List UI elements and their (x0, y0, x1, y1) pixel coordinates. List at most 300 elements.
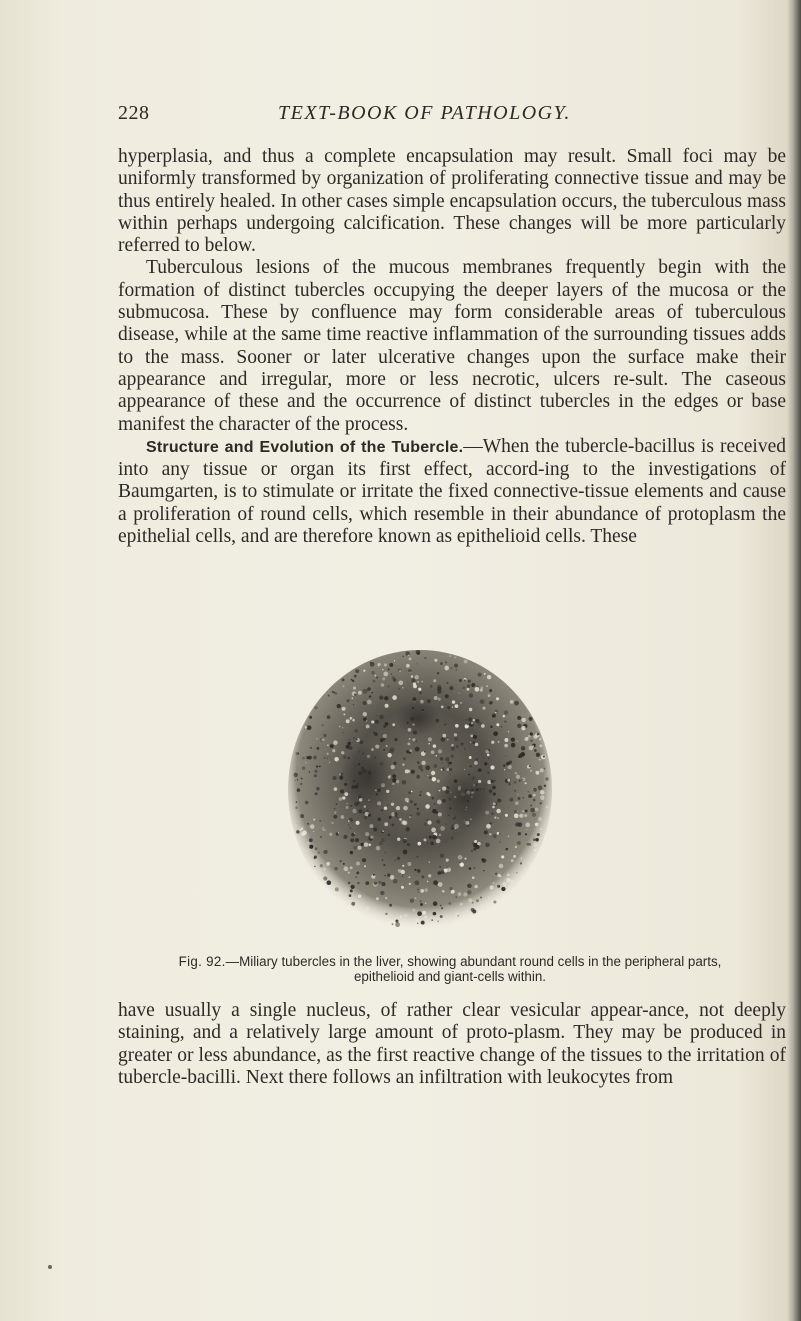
cell-dot (309, 716, 312, 719)
cell-dot (447, 761, 450, 764)
cell-dot (451, 827, 454, 830)
cell-dot (389, 904, 392, 907)
cell-dot (327, 757, 328, 758)
cell-dot (474, 867, 476, 869)
cell-dot (454, 657, 456, 659)
cell-dot (492, 714, 496, 718)
cell-dot (445, 841, 446, 842)
cell-dot (339, 726, 341, 728)
paragraph-mucous-membranes: Tuberculous lesions of the mucous membranes frequently begin with the formation of distinct tubercles occupying the deeper layers of the mucosa or the submucosa. These by confluence may form considerable areas of tuberculous disease, while at the same time reactive inflammation of the surrounding tissues adds to the mass. Sooner or later ulcerative changes upon the surface make their appearance and irregular, more or less necrotic, ulcers re-sult. The caseous appearance of these and the occurrence of distinct tubercles in the edges or base manifest the character of the process. (118, 257, 786, 435)
cell-dot (510, 700, 514, 704)
cell-dot (319, 765, 321, 767)
cell-dot (305, 762, 306, 763)
paragraph-structure-evolution-text: —When the tubercle-bacillus is received into any tissue or organ its first effect, accord-ing to the investigations of Baumgarten, is to stimulate or irritate the fixed connective-tissue elements and cause a proliferation of round cells, which resemble in their abundance of protoplasm the epithelial cells, and are therefore known as epithelioid cells. These (118, 435, 786, 548)
cell-dot (484, 830, 488, 834)
cell-dot (408, 791, 411, 794)
cell-dot (533, 794, 536, 797)
cell-dot (474, 840, 477, 843)
cell-dot (515, 801, 519, 805)
cell-dot (440, 662, 443, 665)
cell-dot (380, 738, 384, 742)
cell-dot (468, 898, 472, 902)
cell-dot (297, 779, 298, 780)
cell-dot (387, 874, 390, 877)
cell-dot (426, 836, 428, 838)
cell-dot (391, 673, 393, 675)
cell-dot (475, 719, 479, 723)
cell-dot (535, 808, 539, 812)
cell-dot (403, 839, 407, 843)
cell-dot (406, 827, 411, 832)
cell-dot (412, 738, 415, 741)
cell-dot (352, 809, 357, 814)
cell-dot (431, 919, 433, 921)
cell-dot (496, 723, 499, 726)
cell-dot (434, 764, 438, 768)
cell-dot (419, 794, 421, 796)
cell-dot (418, 688, 421, 691)
cell-dot (469, 765, 472, 768)
cell-dot (383, 672, 388, 677)
cell-dot (535, 838, 538, 841)
cell-dot (425, 804, 430, 809)
cell-dot (427, 766, 428, 767)
cell-dot (445, 661, 447, 663)
cell-dot (450, 667, 452, 669)
cell-dot (499, 886, 500, 887)
cell-dot (493, 882, 494, 883)
cell-dot (405, 769, 409, 773)
cell-dot (490, 885, 494, 889)
cell-dot (472, 843, 473, 844)
cell-dot (529, 765, 531, 767)
cell-dot (464, 748, 465, 749)
cell-dot (356, 872, 359, 875)
cell-dot (539, 759, 541, 761)
cell-dot (460, 702, 462, 704)
cell-dot (349, 894, 352, 897)
cell-dot (478, 768, 481, 771)
cell-dot (507, 873, 510, 876)
cell-dot (520, 862, 522, 864)
cell-dot (416, 812, 420, 816)
cell-dot (451, 747, 455, 751)
cell-dot (460, 863, 464, 867)
cell-dot (351, 679, 353, 681)
cell-dot (534, 749, 537, 752)
cell-dot (373, 732, 375, 734)
cell-dot (385, 852, 387, 854)
cell-dot (392, 923, 394, 925)
cell-dot (433, 679, 436, 682)
cell-dot (417, 761, 420, 764)
cell-dot (336, 803, 338, 805)
cell-dot (488, 897, 490, 899)
cell-dot (417, 681, 419, 683)
cell-dot (419, 692, 421, 694)
cell-dot (472, 902, 474, 904)
cell-dot (401, 870, 405, 874)
cell-dot (455, 896, 457, 898)
cell-dot (408, 655, 409, 656)
cell-dot (339, 860, 342, 863)
cell-dot (436, 819, 440, 823)
cell-dot (514, 790, 516, 792)
cell-dot (433, 901, 438, 906)
cell-dot (301, 832, 305, 836)
cell-dot (402, 865, 404, 867)
cell-dot (381, 916, 383, 918)
cell-dot (378, 880, 381, 883)
cell-dot (324, 757, 326, 759)
cell-dot (499, 833, 500, 834)
cell-dot (333, 776, 337, 780)
figure-label: Fig. 92. (178, 954, 226, 969)
cell-dot (489, 689, 492, 692)
cell-dot (320, 836, 322, 838)
cell-dot (417, 856, 419, 858)
cell-dot (408, 876, 410, 878)
cell-dot (301, 778, 303, 780)
cell-dot (409, 658, 412, 661)
cell-dot (343, 898, 345, 900)
cell-dot (370, 662, 375, 667)
cell-dot (459, 679, 462, 682)
cell-dot (394, 812, 398, 816)
cell-dot (539, 738, 541, 740)
cell-dot (433, 912, 437, 916)
cell-dot (409, 738, 411, 740)
cell-dot (506, 878, 511, 883)
cell-dot (525, 724, 527, 726)
cell-dot (507, 779, 510, 782)
cell-dot (353, 704, 354, 705)
cell-dot (326, 862, 330, 866)
cell-dot (438, 685, 441, 688)
tubercle-core-top (396, 700, 440, 736)
cell-dot (376, 897, 379, 900)
cell-dot (329, 762, 330, 763)
cell-dot (316, 766, 318, 768)
cell-dot (514, 781, 517, 784)
cell-dot (352, 697, 354, 699)
cell-dot (388, 668, 390, 670)
cell-dot (505, 814, 508, 817)
cell-dot (376, 846, 381, 851)
cell-dot (521, 746, 525, 750)
cell-dot (371, 692, 373, 694)
cell-dot (497, 817, 499, 819)
cell-dot (471, 908, 475, 912)
cell-dot (545, 777, 548, 780)
cell-dot (409, 883, 411, 885)
cell-dot (436, 839, 441, 844)
cell-dot (310, 824, 315, 829)
cell-dot (509, 760, 512, 763)
cell-dot (533, 735, 537, 739)
paper-speck (48, 1265, 52, 1269)
paragraph-hyperplasia: hyperplasia, and thus a complete encapsulation may result. Small foci may be uniformly transformed by organization of proliferating connective tissue and may be thus entirely healed. In other cases simple encapsulation occurs, the tuberculous mass within perhaps undergoing calcification. These changes will be more particularly referred to below. (118, 146, 786, 257)
cell-dot (449, 655, 451, 657)
cell-dot (343, 835, 347, 839)
cell-dot (394, 738, 397, 741)
cell-dot (424, 915, 427, 918)
cell-dot (533, 799, 536, 802)
cell-dot (454, 737, 458, 741)
cell-dot (417, 889, 419, 891)
cell-dot (318, 852, 320, 854)
cell-dot (428, 874, 431, 877)
cell-dot (493, 731, 498, 736)
cell-dot (334, 787, 338, 791)
cell-dot (379, 715, 384, 720)
cell-dot (371, 720, 374, 723)
cell-dot (432, 835, 437, 840)
cell-dot (420, 889, 424, 893)
cell-dot (302, 766, 306, 770)
cell-dot (426, 819, 428, 821)
cell-dot (339, 797, 342, 800)
cell-dot (440, 915, 443, 918)
cell-dot (363, 669, 365, 671)
cell-dot (350, 885, 354, 889)
cell-dot (433, 880, 438, 885)
cell-dot (464, 660, 468, 664)
cell-dot (535, 771, 539, 775)
cell-dot (310, 845, 314, 849)
cell-dot (544, 768, 546, 770)
cell-dot (441, 737, 445, 741)
cell-dot (489, 833, 491, 835)
cell-dot (461, 742, 464, 745)
cell-dot (348, 882, 351, 885)
cell-dot (410, 815, 412, 817)
cell-dot (403, 806, 408, 811)
cell-dot (342, 732, 343, 733)
cell-dot (415, 898, 416, 899)
cell-dot (441, 706, 444, 709)
cell-dot (387, 804, 388, 805)
cell-dot (447, 706, 450, 709)
cell-dot (452, 706, 453, 707)
cell-dot (445, 823, 447, 825)
cell-dot (487, 754, 490, 757)
cell-dot (397, 857, 400, 860)
cell-dot (302, 757, 305, 760)
cell-dot (375, 675, 377, 677)
body-text-bottom (118, 1000, 786, 1089)
section-heading-structure-evolution: Structure and Evolution of the Tubercle. (146, 438, 464, 456)
body-text-top (118, 146, 786, 548)
cell-dot (323, 876, 327, 880)
cell-dot (508, 783, 511, 786)
cell-dot (504, 738, 508, 742)
cell-dot (424, 657, 427, 660)
cell-dot (351, 833, 355, 837)
cell-dot (338, 832, 339, 833)
cell-dot (430, 842, 434, 846)
cell-dot (341, 815, 345, 819)
cell-dot (449, 768, 452, 771)
cell-dot (342, 707, 346, 711)
cell-dot (398, 680, 403, 685)
cell-dot (437, 672, 440, 675)
cell-dot (347, 901, 350, 904)
cell-dot (385, 913, 387, 915)
cell-dot (534, 843, 538, 847)
cell-dot (428, 743, 430, 745)
cell-dot (421, 921, 425, 925)
cell-dot (363, 712, 367, 716)
cell-dot (427, 881, 428, 882)
cell-dot (449, 686, 453, 690)
cell-dot (343, 713, 345, 715)
figure-caption (150, 954, 750, 984)
cell-dot (393, 762, 396, 765)
cell-dot (398, 688, 400, 690)
cell-dot (354, 729, 358, 733)
cell-dot (424, 751, 426, 753)
cell-dot (415, 675, 419, 679)
cell-dot (525, 833, 527, 835)
cell-dot (344, 866, 349, 871)
cell-dot (373, 828, 377, 832)
cell-dot (513, 855, 516, 858)
cell-dot (495, 873, 497, 875)
cell-dot (321, 738, 324, 741)
cell-dot (341, 751, 344, 754)
cell-dot (335, 887, 339, 891)
cell-dot (544, 785, 546, 787)
cell-dot (424, 823, 427, 826)
cell-dot (387, 685, 389, 687)
cell-dot (348, 871, 350, 873)
cell-dot (476, 845, 480, 849)
tubercle-illustration (268, 648, 574, 948)
cell-dot (516, 872, 517, 873)
cell-dot (437, 920, 439, 922)
cell-dot (515, 846, 517, 848)
cell-dot (521, 726, 525, 730)
cell-dot (526, 829, 527, 830)
cell-dot (417, 808, 419, 810)
cell-dot (383, 734, 387, 738)
cell-dot (394, 859, 396, 861)
cell-dot (305, 801, 309, 805)
cell-dot (381, 809, 383, 811)
cell-dot (335, 692, 337, 694)
cell-dot (383, 725, 386, 728)
cell-dot (441, 907, 443, 909)
cell-dot (406, 664, 410, 668)
cell-dot (353, 846, 357, 850)
cell-dot (514, 810, 517, 813)
cell-dot (523, 797, 524, 798)
cell-dot (355, 838, 359, 842)
cell-dot (316, 747, 319, 750)
cell-dot (532, 813, 536, 817)
cell-dot (438, 749, 442, 753)
cell-dot (411, 679, 415, 683)
cell-dot (364, 865, 366, 867)
cell-dot (463, 686, 466, 689)
cell-dot (514, 701, 519, 706)
cell-dot (417, 869, 421, 873)
cell-dot (504, 710, 508, 714)
cell-dot (477, 686, 479, 688)
cell-dot (508, 731, 509, 732)
cell-dot (384, 875, 385, 876)
cell-dot (455, 913, 459, 917)
cell-dot (483, 707, 486, 710)
cell-dot (440, 826, 445, 831)
cell-dot (445, 757, 449, 761)
cell-dot (314, 866, 315, 867)
cell-dot (530, 770, 532, 772)
cell-dot (327, 715, 331, 719)
cell-dot (422, 911, 426, 915)
cell-dot (377, 818, 381, 822)
cell-dot (414, 803, 417, 806)
cell-dot (314, 857, 316, 859)
cell-dot (294, 780, 295, 781)
cell-dot (496, 809, 500, 813)
cell-dot (472, 741, 475, 744)
cell-dot (546, 806, 548, 808)
cell-dot (464, 679, 466, 681)
cell-dot (381, 683, 385, 687)
cell-dot (525, 810, 528, 813)
cell-dot (494, 817, 496, 819)
cell-dot (403, 850, 408, 855)
cell-dot (525, 782, 527, 784)
cell-dot (382, 859, 384, 861)
cell-dot (491, 741, 494, 744)
cell-dot (401, 820, 405, 824)
cell-dot (540, 790, 545, 795)
cell-dot (511, 859, 514, 862)
cell-dot (418, 892, 419, 893)
cell-dot (415, 880, 420, 885)
cell-dot (497, 874, 501, 878)
cell-dot (427, 842, 429, 844)
cell-dot (429, 776, 432, 779)
tubercle-core-right (434, 768, 494, 828)
cell-dot (497, 798, 501, 802)
cell-dot (421, 681, 423, 683)
cell-dot (475, 687, 480, 692)
cell-dot (342, 678, 345, 681)
cell-dot (480, 896, 482, 898)
cell-dot (518, 754, 522, 758)
cell-dot (375, 720, 379, 724)
cell-dot (448, 902, 451, 905)
cell-dot (485, 901, 488, 904)
cell-dot (467, 884, 472, 889)
cell-dot (392, 695, 397, 700)
cell-dot (350, 851, 353, 854)
cell-dot (357, 846, 361, 850)
cell-dot (528, 791, 529, 792)
cell-dot (401, 886, 404, 889)
cell-dot (384, 822, 388, 826)
cell-dot (505, 755, 506, 756)
cell-dot (323, 827, 326, 830)
cell-dot (385, 704, 389, 708)
cell-dot (296, 830, 300, 834)
cell-dot (487, 772, 489, 774)
cell-dot (402, 763, 404, 765)
